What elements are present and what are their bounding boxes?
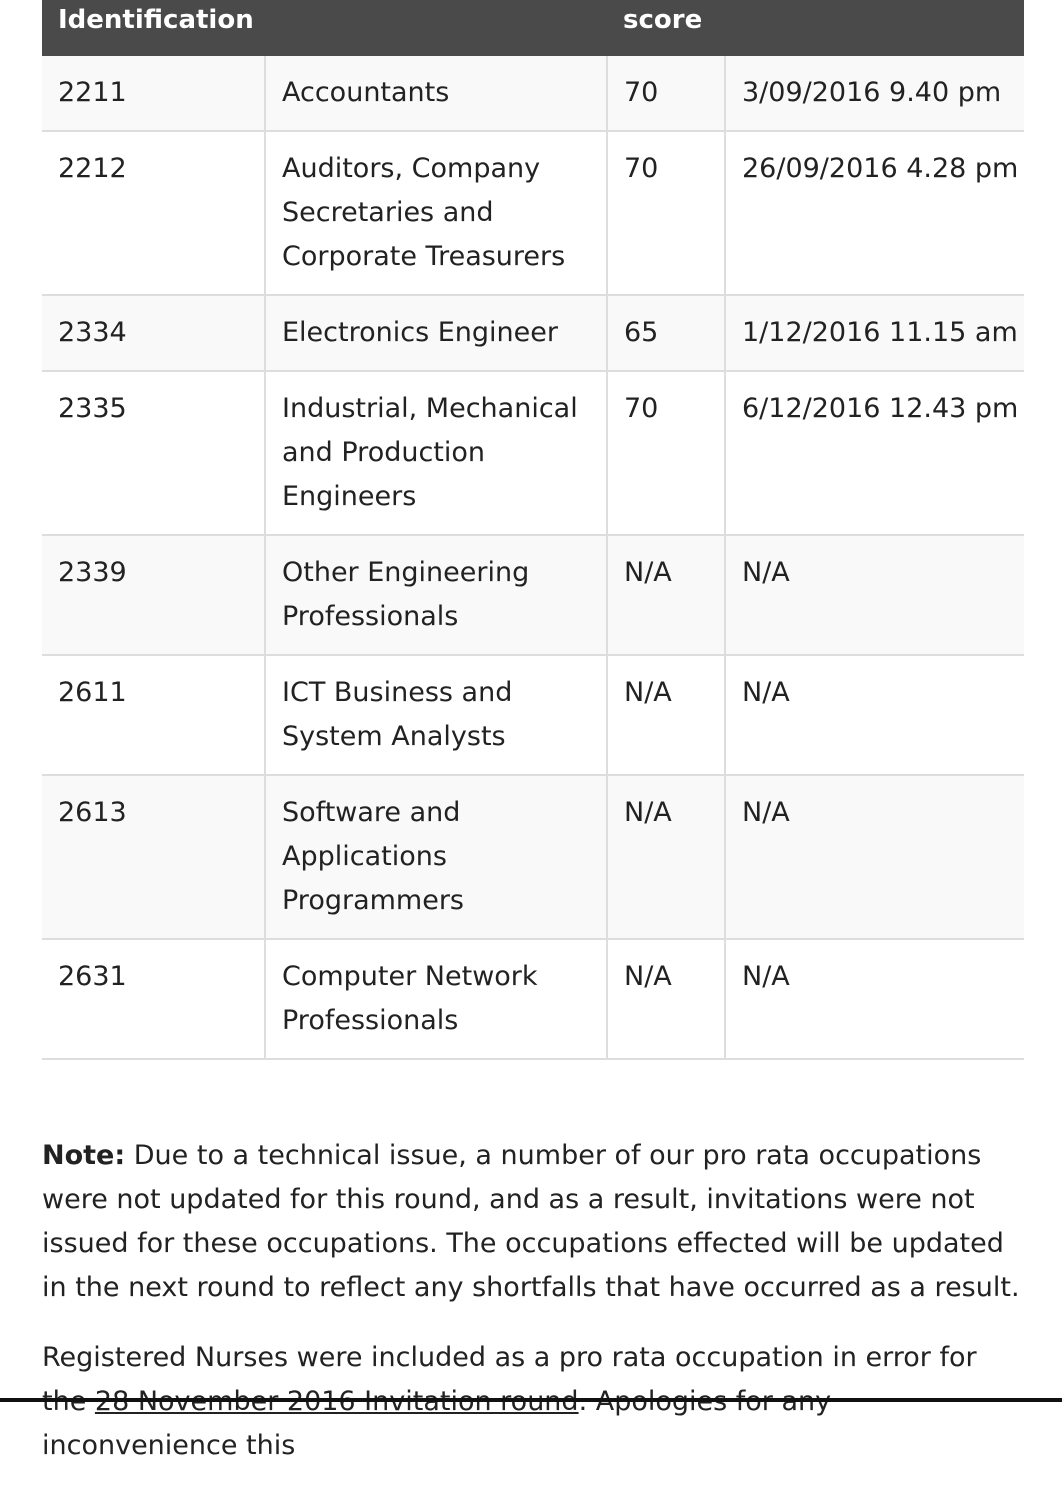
- header-date: [725, 0, 1024, 56]
- bottom-edge-bar: [0, 1398, 1062, 1402]
- table-row: [42, 535, 1024, 655]
- cell-occupation: Computer Network Professionals: [265, 939, 607, 1059]
- cell-date: 1/12/2016 11.15 am: [725, 295, 1024, 371]
- cell-score: 70: [607, 131, 725, 295]
- cell-code: 2211: [42, 56, 265, 131]
- table-row: [42, 939, 1024, 1059]
- cell-occupation: Industrial, Mechanical and Production Engineers: [265, 371, 607, 535]
- notes-section: [42, 1134, 1024, 1468]
- header-occupation: [265, 0, 607, 56]
- cell-date: N/A: [725, 655, 1024, 775]
- header-identification: Identification: [58, 5, 254, 35]
- cell-score: 65: [607, 295, 725, 371]
- cell-code: 2631: [42, 939, 265, 1059]
- table-row: [42, 56, 1024, 131]
- cell-occupation: Auditors, Company Secretaries and Corporate Treasurers: [265, 131, 607, 295]
- cell-score: N/A: [607, 655, 725, 775]
- table-row: [42, 295, 1024, 371]
- occupation-table: [42, 0, 1024, 1060]
- table-row: [42, 131, 1024, 295]
- cell-date: 26/09/2016 4.28 pm: [725, 131, 1024, 295]
- table-header: [42, 0, 1024, 56]
- cell-date: N/A: [725, 939, 1024, 1059]
- cell-date: 6/12/2016 12.43 pm: [725, 371, 1024, 535]
- cell-score: 70: [607, 371, 725, 535]
- cell-date: N/A: [725, 535, 1024, 655]
- registered-nurses-note: [42, 1336, 1024, 1468]
- cell-occupation: Accountants: [265, 56, 607, 131]
- cell-score: N/A: [607, 535, 725, 655]
- table-row: [42, 775, 1024, 939]
- header-score: score: [623, 5, 703, 35]
- nurses-text-before: Registered Nurses were included as a pro rata occupation in error for: [42, 1342, 977, 1373]
- cell-code: 2334: [42, 295, 265, 371]
- page-content: [42, 0, 1024, 1494]
- table-body: [42, 56, 1024, 1059]
- cell-occupation: Electronics Engineer: [265, 295, 607, 371]
- nurses-text-after: inconvenience this: [42, 1430, 296, 1461]
- cell-score: N/A: [607, 775, 725, 939]
- cell-score: N/A: [607, 939, 725, 1059]
- table-header-row: [42, 0, 1024, 56]
- table-row: [42, 371, 1024, 535]
- note-text: Due to a technical issue, a number of our pro rata occupations were not updated for this round, and as a result, invitations were not issued for these occupations. The occupations effected will be updated in the next round to reflect any shortfalls that have occurred as a result.: [42, 1140, 1020, 1303]
- cell-occupation: ICT Business and System Analysts: [265, 655, 607, 775]
- technical-issue-note: [42, 1134, 1024, 1310]
- cell-code: 2613: [42, 775, 265, 939]
- cell-date: 3/09/2016 9.40 pm: [725, 56, 1024, 131]
- cell-date: N/A: [725, 775, 1024, 939]
- note-label: Note:: [42, 1140, 126, 1171]
- table-row: [42, 655, 1024, 775]
- cell-occupation: Software and Applications Programmers: [265, 775, 607, 939]
- cell-code: 2212: [42, 131, 265, 295]
- cell-code: 2339: [42, 535, 265, 655]
- cell-code: 2611: [42, 655, 265, 775]
- cell-score: 70: [607, 56, 725, 131]
- cell-code: 2335: [42, 371, 265, 535]
- cell-occupation: Other Engineering Professionals: [265, 535, 607, 655]
